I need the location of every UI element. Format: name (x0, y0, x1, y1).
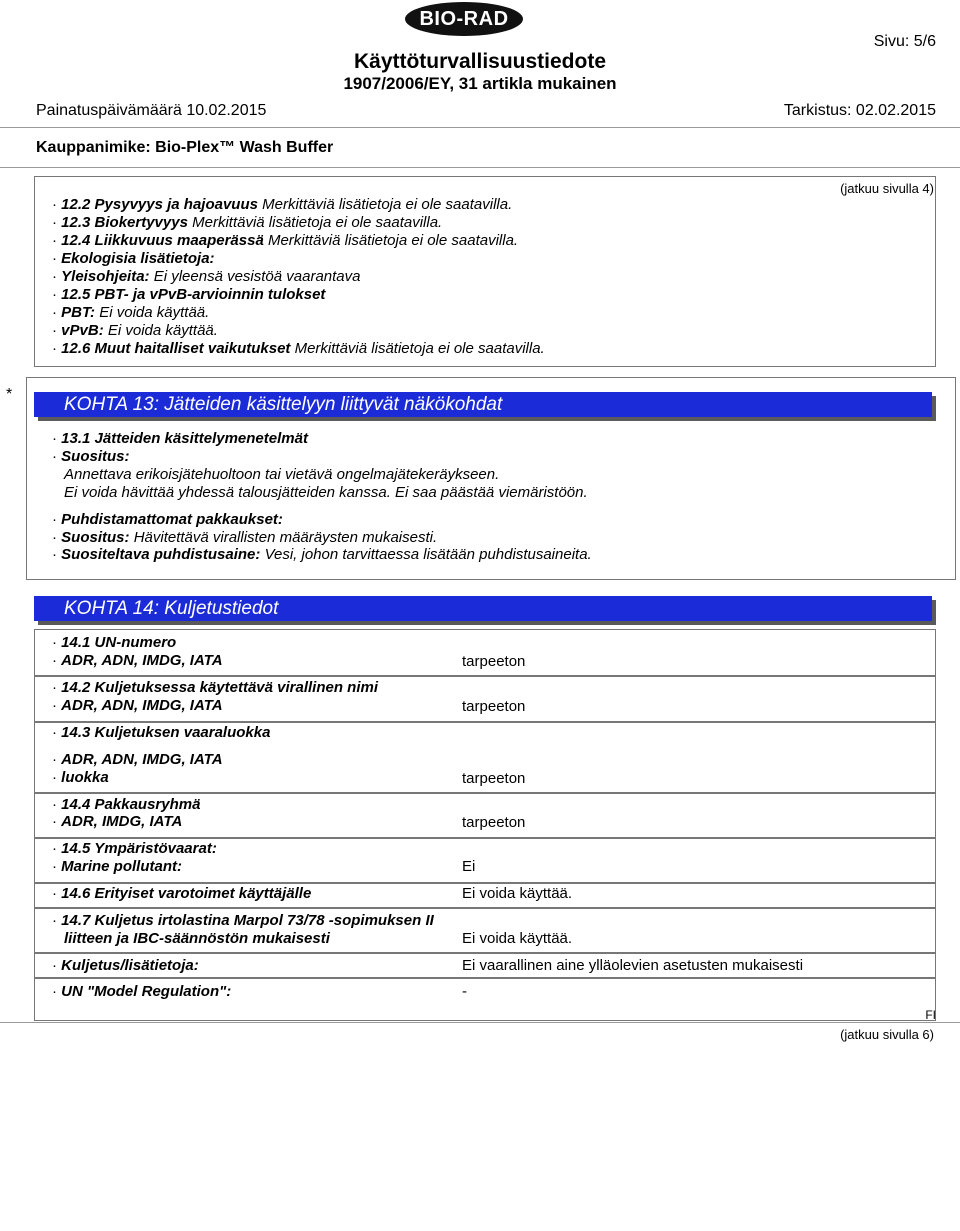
line-14-1: · 14.1 UN-numero (52, 634, 177, 651)
line-14-3-modes: · ADR, ADN, IMDG, IATA (52, 751, 223, 768)
un-number-value: tarpeeton (462, 653, 526, 670)
line-packaging-recommendation: · Suositus: Hävitettävä virallisten määräysten mukaisesti. (52, 529, 438, 546)
line-14-4-modes: · ADR, IMDG, IATA (52, 813, 183, 830)
continues-note: (jatkuu sivulla 6) (840, 1027, 934, 1042)
line-14-7: · 14.7 Kuljetus irtolastina Marpol 73/78 -sopimuksen II (52, 912, 434, 929)
transport-info-value: Ei vaarallinen aine ylläolevien asetusten mukaisesti (462, 957, 804, 974)
header-divider (0, 127, 960, 128)
line-vpvb: · vPvB: Ei voida käyttää. (52, 322, 218, 339)
line-disposal-text-1: Annettava erikoisjätehuoltoon tai vietävä ongelmajätekeräykseen. (64, 466, 500, 483)
packing-group-value: tarpeeton (462, 814, 526, 831)
line-14-6: · 14.6 Erityiset varotoimet käyttäjälle (52, 885, 312, 902)
page-number: Sivu: 5/6 (873, 33, 936, 50)
line-14-3: · 14.3 Kuljetuksen vaaraluokka (52, 724, 271, 741)
line-14-4: · 14.4 Pakkausryhmä (52, 796, 201, 813)
continued-from-note: (jatkuu sivulla 4) (840, 181, 934, 196)
line-13-1: · 13.1 Jätteiden käsittelymenetelmät (52, 430, 308, 447)
section-14-heading: KOHTA 14: Kuljetustiedot (34, 596, 932, 621)
user-precautions-value: Ei voida käyttää. (462, 885, 573, 902)
line-14-5: · 14.5 Ympäristövaarat: (52, 840, 217, 857)
document-subtitle: 1907/2006/EY, 31 artikla mukainen (343, 74, 617, 93)
document-title: Käyttöturvallisuustiedote (353, 50, 607, 73)
line-12-3: · 12.3 Biokertyvyys Merkittäviä lisätietoja ei ole saatavilla. (52, 214, 443, 231)
line-transport-info: · Kuljetus/lisätietoja: (52, 957, 199, 974)
line-cleaning-agent: · Suositeltava puhdistusaine: Vesi, johon tarvittaessa lisätään puhdistusaineita. (52, 546, 592, 563)
hazard-class-value: tarpeeton (462, 770, 526, 787)
bulk-transport-value: Ei voida käyttää. (462, 930, 573, 947)
marine-pollutant-value: Ei (462, 858, 476, 875)
line-14-7-cont: liitteen ja IBC-säännöstön mukaisesti (64, 930, 330, 947)
revision-date: Tarkistus: 02.02.2015 (783, 102, 936, 119)
line-pbt: · PBT: Ei voida käyttää. (52, 304, 210, 321)
line-14-1-modes: · ADR, ADN, IMDG, IATA (52, 652, 223, 669)
product-divider (0, 167, 960, 168)
line-ecological-info: · Ekologisia lisätietoja: (52, 250, 215, 267)
bio-rad-logo: BIO-RAD (405, 2, 523, 36)
line-disposal-text-2: Ei voida hävittää yhdessä talousjätteiden kanssa. Ei saa päästää viemäristöön. (64, 484, 588, 501)
line-12-2: · 12.2 Pysyvyys ja hajoavuus Merkittäviä lisätietoja ei ole saatavilla. (52, 196, 513, 213)
section-13-heading: KOHTA 13: Jätteiden käsittelyyn liittyvät näkökohdat (34, 392, 932, 417)
model-regulation-value: - (462, 983, 467, 1000)
line-general-guidance: · Yleisohjeita: Ei yleensä vesistöä vaarantava (52, 268, 361, 285)
line-recommendation: · Suositus: (52, 448, 130, 465)
print-date: Painatuspäivämäärä 10.02.2015 (36, 102, 267, 119)
line-marine-pollutant: · Marine pollutant: (52, 858, 182, 875)
line-12-6: · 12.6 Muut haitalliset vaikutukset Merkittäviä lisätietoja ei ole saatavilla. (52, 340, 545, 357)
line-14-2: · 14.2 Kuljetuksessa käytettävä virallinen nimi (52, 679, 378, 696)
line-class: · luokka (52, 769, 109, 786)
line-uncleaned-packaging: · Puhdistamattomat pakkaukset: (52, 511, 283, 528)
shipping-name-value: tarpeeton (462, 698, 526, 715)
line-model-regulation: · UN "Model Regulation": (52, 983, 232, 1000)
revision-marker: * (6, 386, 13, 403)
line-14-2-modes: · ADR, ADN, IMDG, IATA (52, 697, 223, 714)
product-name: Kauppanimike: Bio-Plex™ Wash Buffer (36, 139, 334, 156)
line-12-4: · 12.4 Liikkuvuus maaperässä Merkittäviä lisätietoja ei ole saatavilla. (52, 232, 519, 249)
line-12-5: · 12.5 PBT- ja vPvB-arvioinnin tulokset (52, 286, 326, 303)
footer-divider (0, 1022, 960, 1023)
language-code: FI (925, 1008, 936, 1022)
